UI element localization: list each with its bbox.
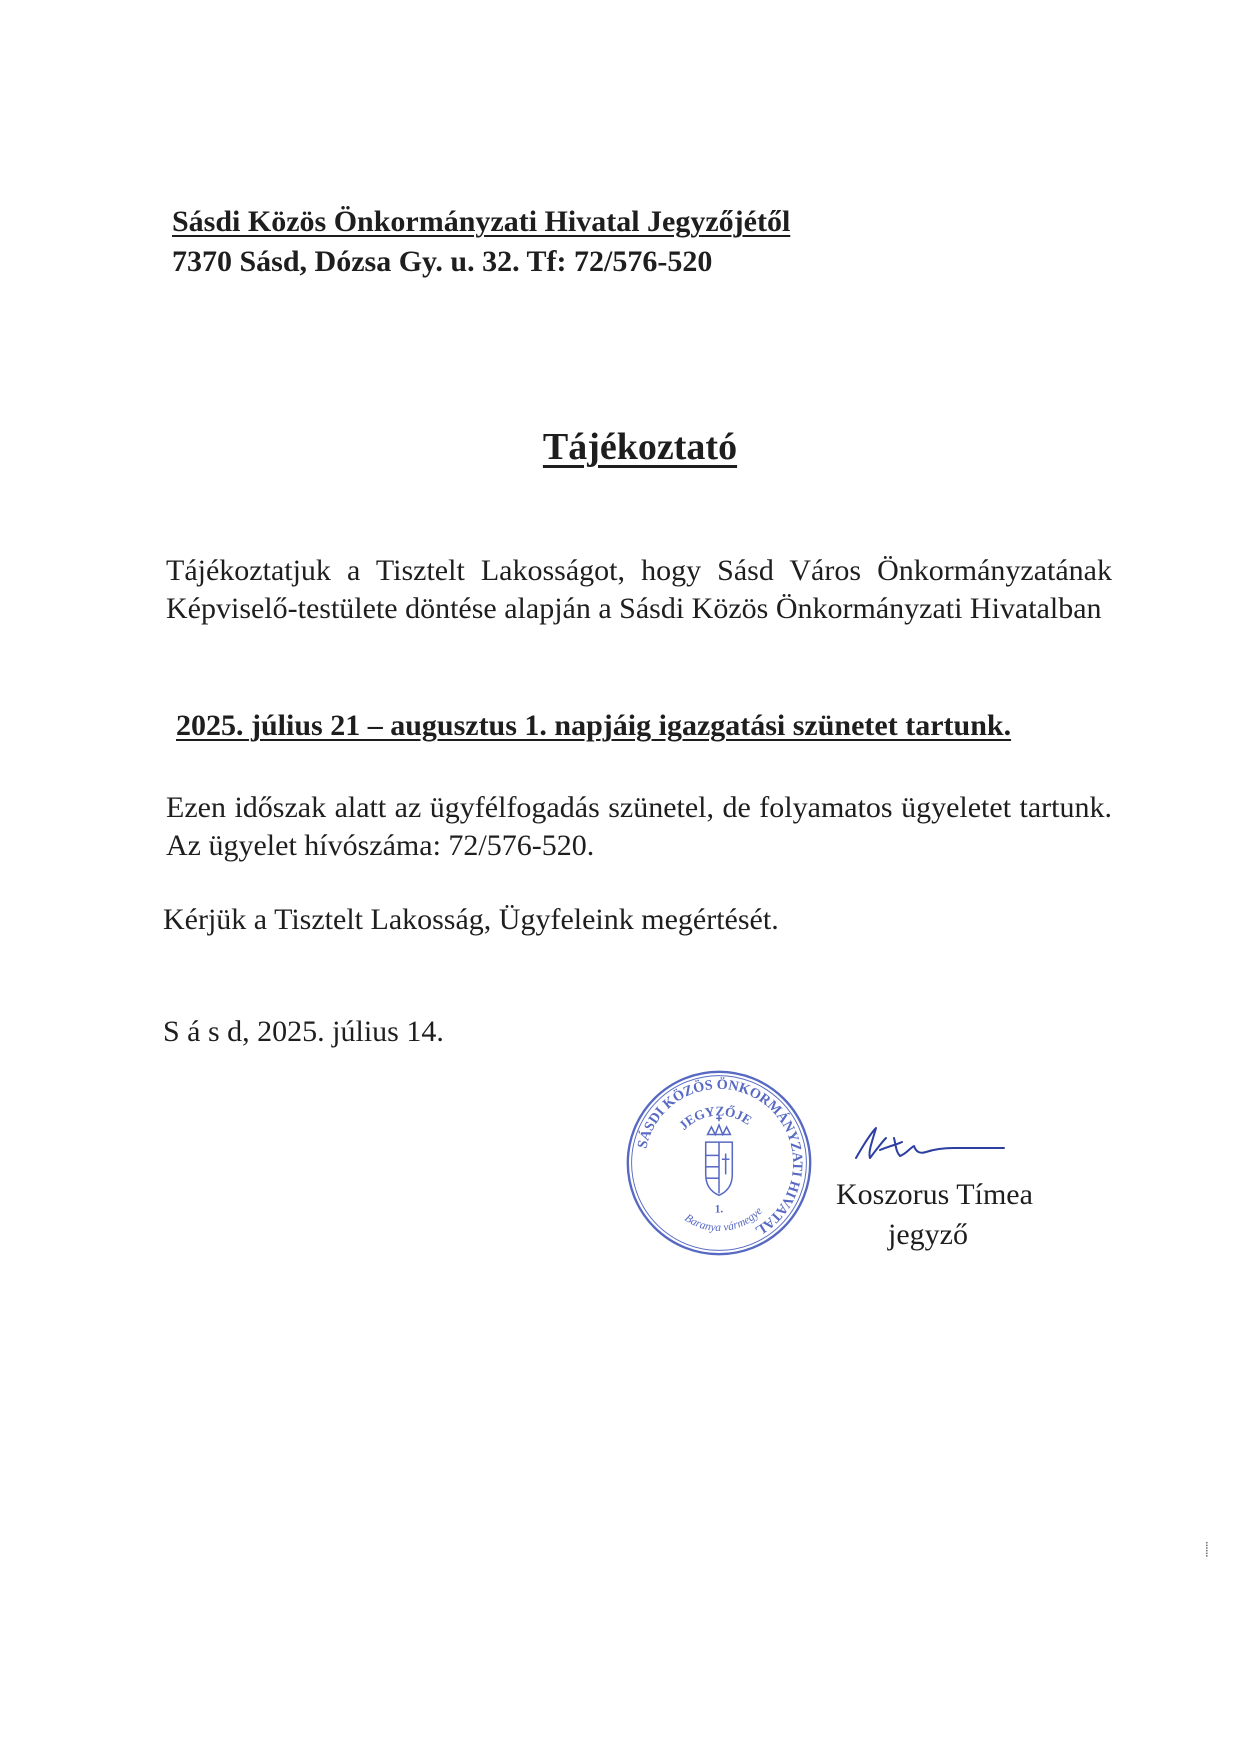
stamp-number: 1. xyxy=(714,1203,724,1216)
office-address: 7370 Sásd, Dózsa Gy. u. 32. Tf: 72/576-520 xyxy=(172,245,713,278)
closing-line: Kérjük a Tisztelt Lakosság, Ügyfeleink megértését. xyxy=(163,903,779,936)
coat-of-arms-icon xyxy=(706,1116,733,1196)
office-heading: Sásdi Közös Önkormányzati Hivatal Jegyzőjétől xyxy=(172,205,791,238)
document-title: Tájékoztató xyxy=(542,426,738,468)
place-and-date: S á s d, 2025. július 14. xyxy=(163,1015,444,1048)
signer-title: jegyző xyxy=(888,1218,968,1251)
intro-paragraph: Tájékoztatjuk a Tisztelt Lakosságot, hogy Sásd Város Önkormányzatának Képviselő-testülete döntése alapján a Sásdi Közös Önkormányzati Hivatalban xyxy=(166,554,1112,625)
stamp-county: Baranya vármegye xyxy=(682,1205,765,1234)
official-stamp xyxy=(624,1068,814,1258)
closure-period: 2025. július 21 – augusztus 1. napjáig igazgatási szünetet tartunk. xyxy=(176,709,1012,742)
info-paragraph: Ezen időszak alatt az ügyfélfogadás szünetel, de folyamatos ügyeletet tartunk. Az ügyelet hívószáma: 72/576-520. xyxy=(166,791,1112,862)
signer-name: Koszorus Tímea xyxy=(836,1178,1033,1211)
stamp-inner-text: JEGYZŐJE xyxy=(675,1103,755,1133)
scan-edge-mark: ⸽ xyxy=(1205,1543,1209,1558)
stamp-outer-text: SÁSDI KÖZÖS ÖNKORMÁNYZATI HIVATAL xyxy=(634,1076,806,1239)
handwritten-signature xyxy=(850,1120,1010,1170)
